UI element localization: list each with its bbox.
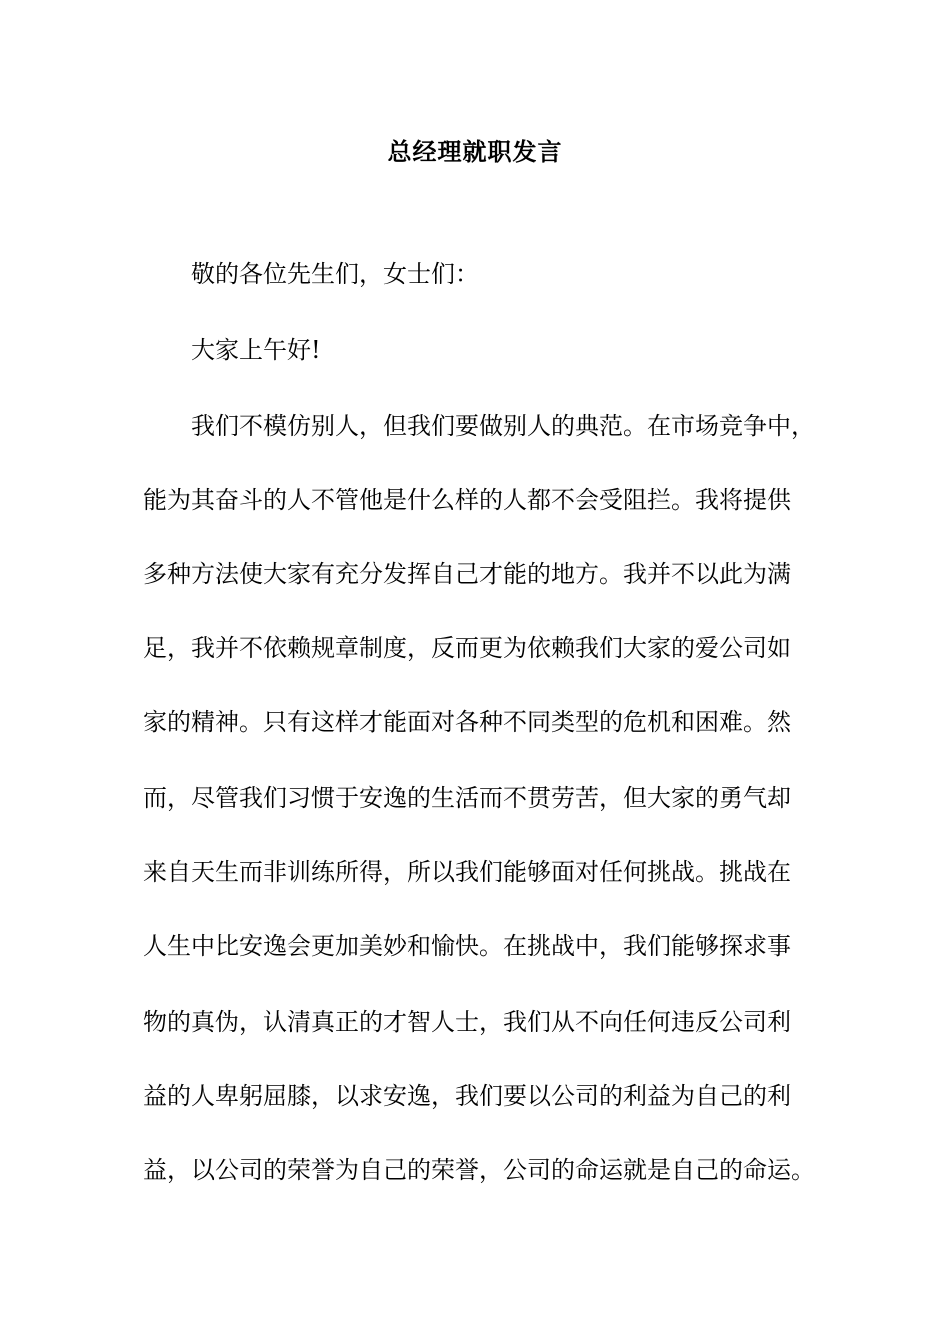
body-line: 而，尽管我们习惯于安逸的生活而不贯劳苦，但大家的勇气却 bbox=[143, 784, 791, 812]
body-line: 足，我并不依赖规章制度，反而更为依赖我们大家的爱公司如 bbox=[143, 634, 791, 662]
body-line: 益的人卑躬屈膝，以求安逸，我们要以公司的利益为自己的利 bbox=[143, 1082, 791, 1110]
body-line: 物的真伪，认清真正的才智人士，我们从不向任何违反公司利 bbox=[143, 1008, 791, 1036]
body-line: 我们不模仿别人，但我们要做别人的典范。在市场竞争中， bbox=[191, 412, 815, 440]
body-line: 家的精神。只有这样才能面对各种不同类型的危机和困难。然 bbox=[143, 708, 791, 736]
body-line: 人生中比安逸会更加美妙和愉快。在挑战中，我们能够探求事 bbox=[143, 932, 791, 960]
greeting-line: 大家上午好! bbox=[191, 336, 321, 364]
body-line: 益，以公司的荣誉为自己的荣誉，公司的命运就是自己的命运。 bbox=[143, 1156, 815, 1184]
body-line: 多种方法使大家有充分发挥自己才能的地方。我并不以此为满 bbox=[143, 560, 791, 588]
body-line: 能为其奋斗的人不管他是什么样的人都不会受阻拦。我将提供 bbox=[143, 486, 791, 514]
body-line: 来自天生而非训练所得，所以我们能够面对任何挑战。挑战在 bbox=[143, 858, 791, 886]
salutation-line: 敬的各位先生们，女士们： bbox=[191, 260, 479, 288]
document-title: 总经理就职发言 bbox=[387, 138, 563, 166]
